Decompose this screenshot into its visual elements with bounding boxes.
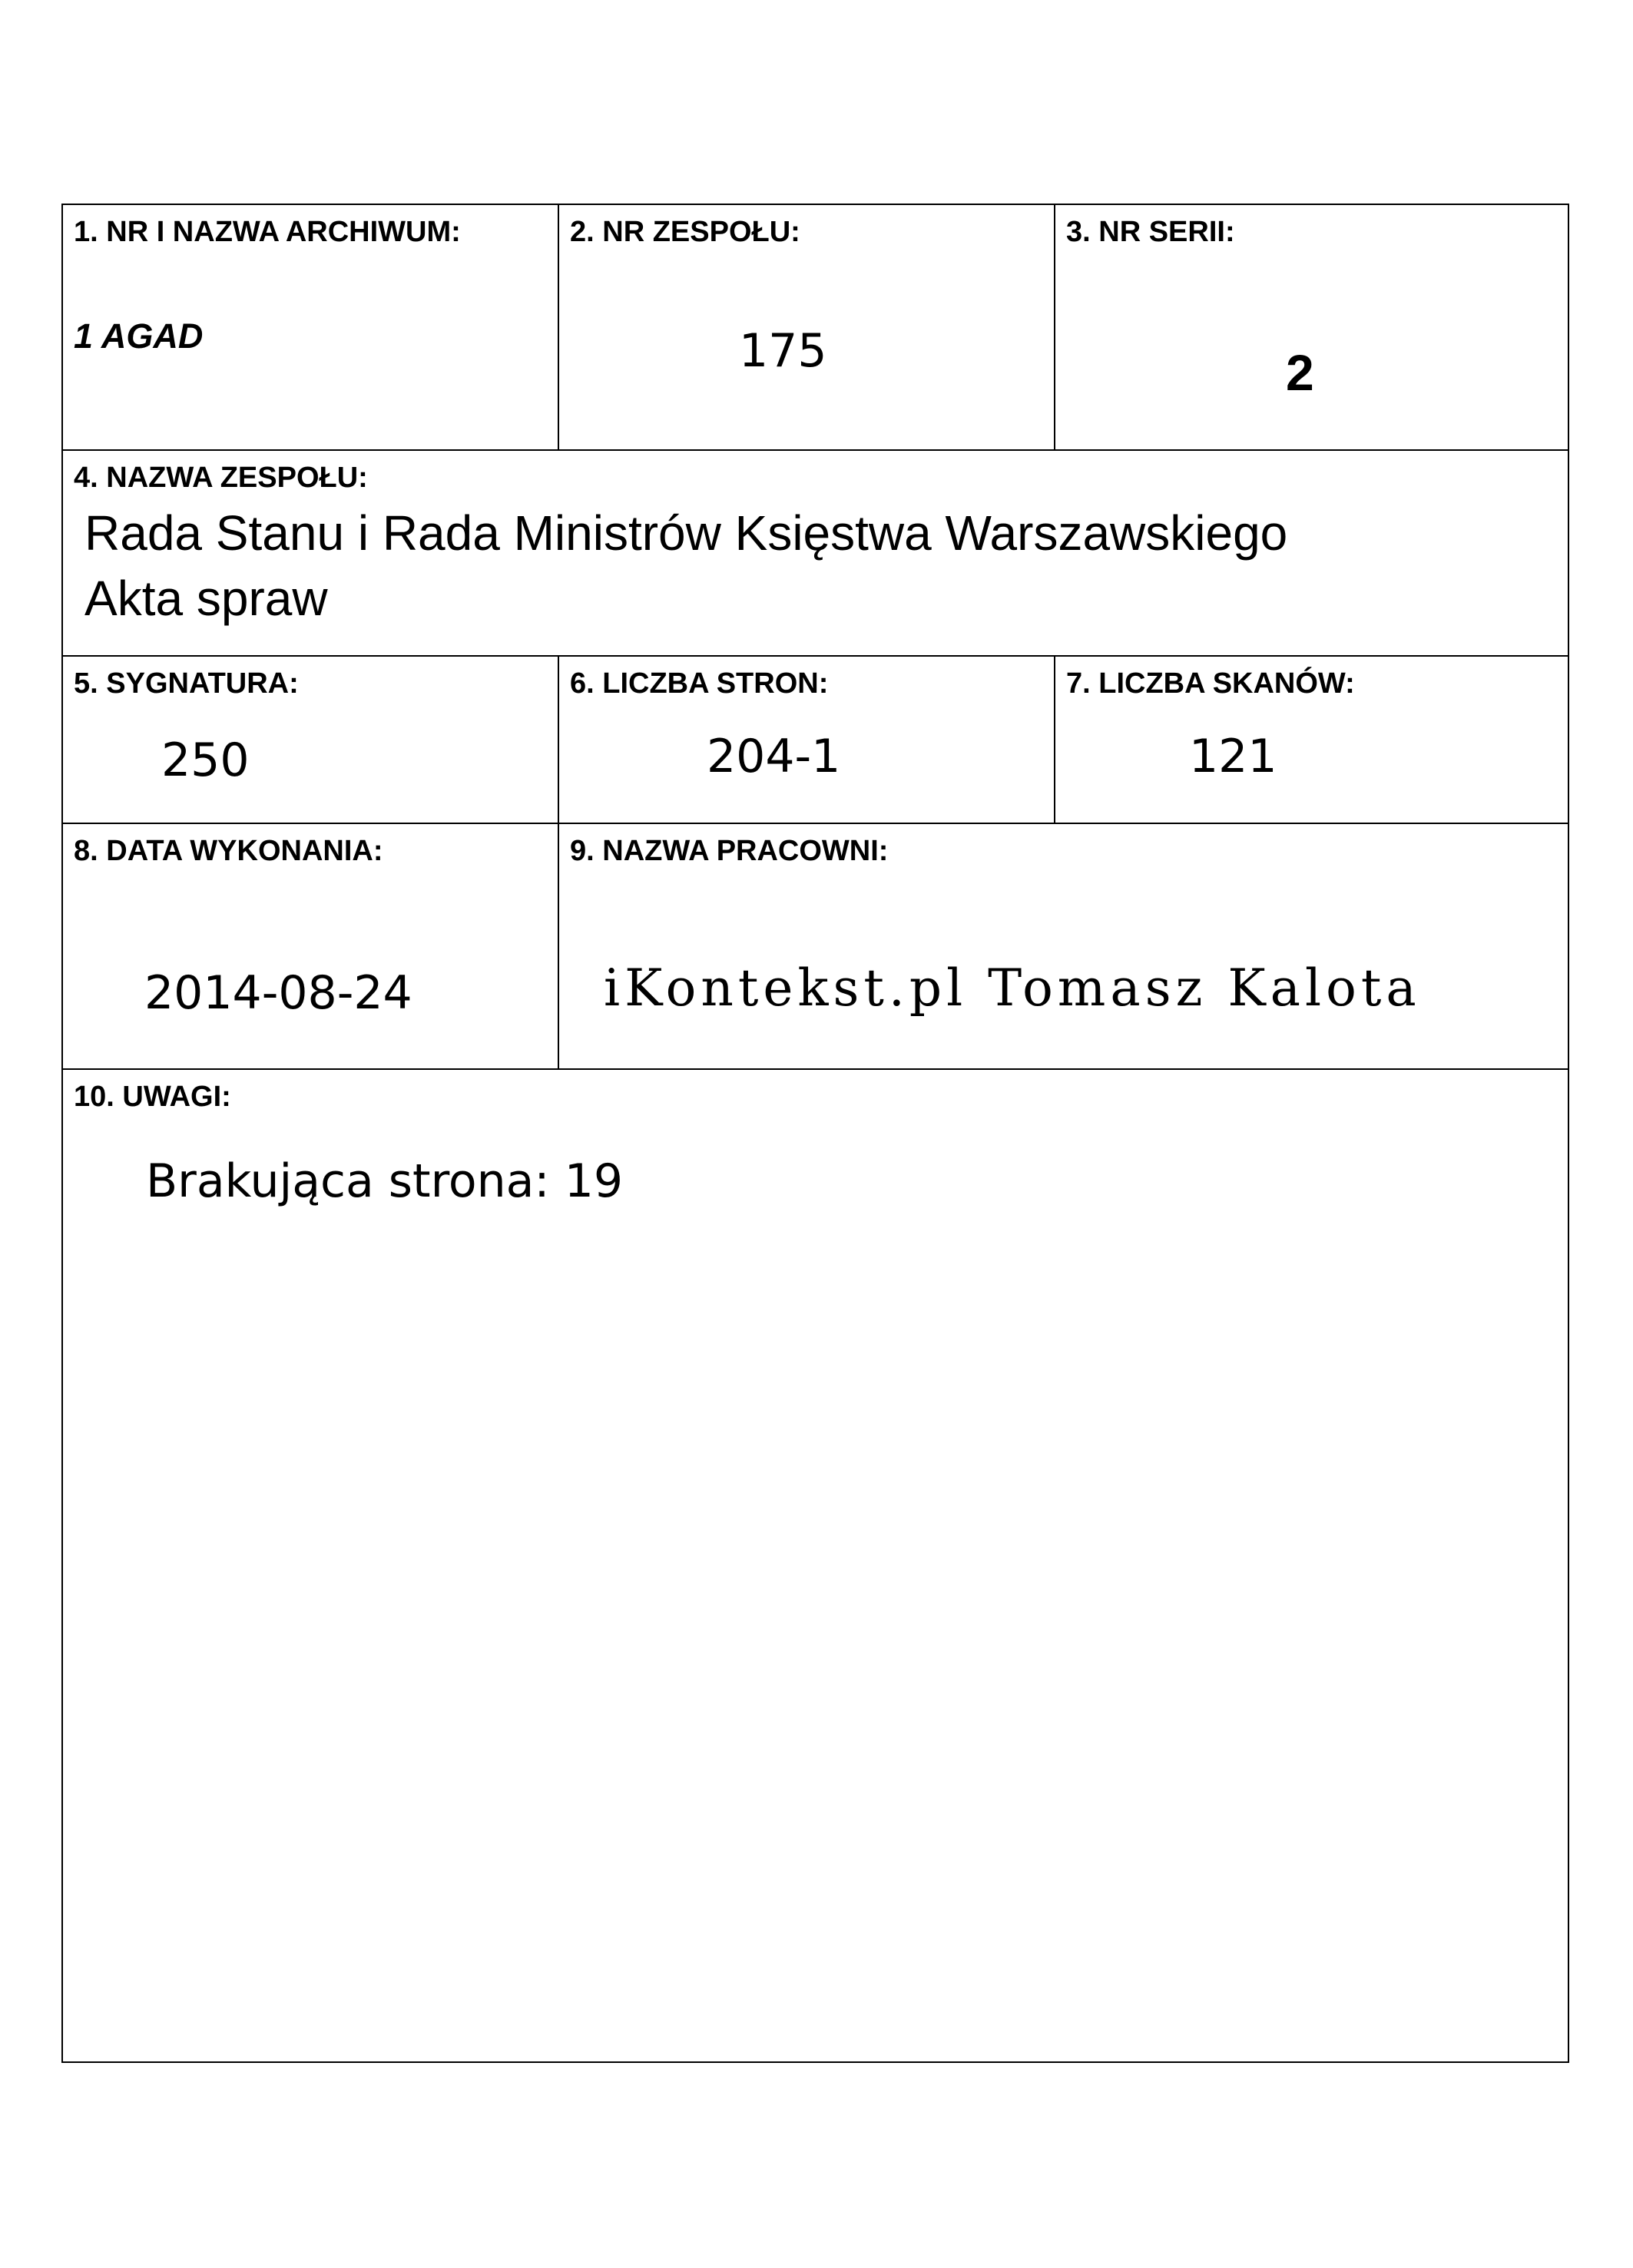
remarks-value: Brakująca strona: 19: [146, 1154, 624, 1208]
scan-count-label: 7. LICZBA SKANÓW:: [1066, 667, 1355, 700]
fonds-name-cell: [63, 451, 1568, 657]
series-number-cell: [1055, 205, 1568, 451]
scan-count-cell: [1055, 657, 1568, 824]
archive-label: 1. NR I NAZWA ARCHIWUM:: [74, 216, 461, 248]
archive-metadata-card: [61, 204, 1569, 2063]
signature-label: 5. SYGNATURA:: [74, 667, 299, 700]
scan-count-value: 121: [1189, 730, 1277, 783]
page-count-value: 204-1: [707, 730, 841, 783]
date-label: 8. DATA WYKONANIA:: [74, 835, 383, 867]
archive-value: 1 AGAD: [74, 316, 204, 356]
signature-value: 250: [161, 733, 250, 787]
workshop-value: iKontekst.pl Tomasz Kalota: [604, 959, 1421, 1018]
fonds-number-value: 175: [739, 324, 827, 378]
remarks-label: 10. UWAGI:: [74, 1081, 231, 1113]
series-number-label: 3. NR SERII:: [1066, 216, 1235, 248]
fonds-name-line1: Rada Stanu i Rada Ministrów Księstwa Warszawskiego: [84, 505, 1288, 561]
fonds-number-label: 2. NR ZESPOŁU:: [570, 216, 800, 248]
workshop-label: 9. NAZWA PRACOWNI:: [570, 835, 889, 867]
fonds-name-label: 4. NAZWA ZESPOŁU:: [74, 462, 368, 494]
series-number-value: 2: [1286, 344, 1314, 401]
page-count-cell: [559, 657, 1055, 824]
date-cell: [63, 824, 559, 1070]
remarks-cell: [63, 1070, 1568, 2061]
fonds-name-line2: Akta spraw: [84, 571, 328, 626]
archive-cell: [63, 205, 559, 451]
date-value: 2014-08-24: [144, 966, 412, 1020]
signature-cell: [63, 657, 559, 824]
fonds-number-cell: [559, 205, 1055, 451]
page-count-label: 6. LICZBA STRON:: [570, 667, 829, 700]
workshop-cell: [559, 824, 1568, 1070]
